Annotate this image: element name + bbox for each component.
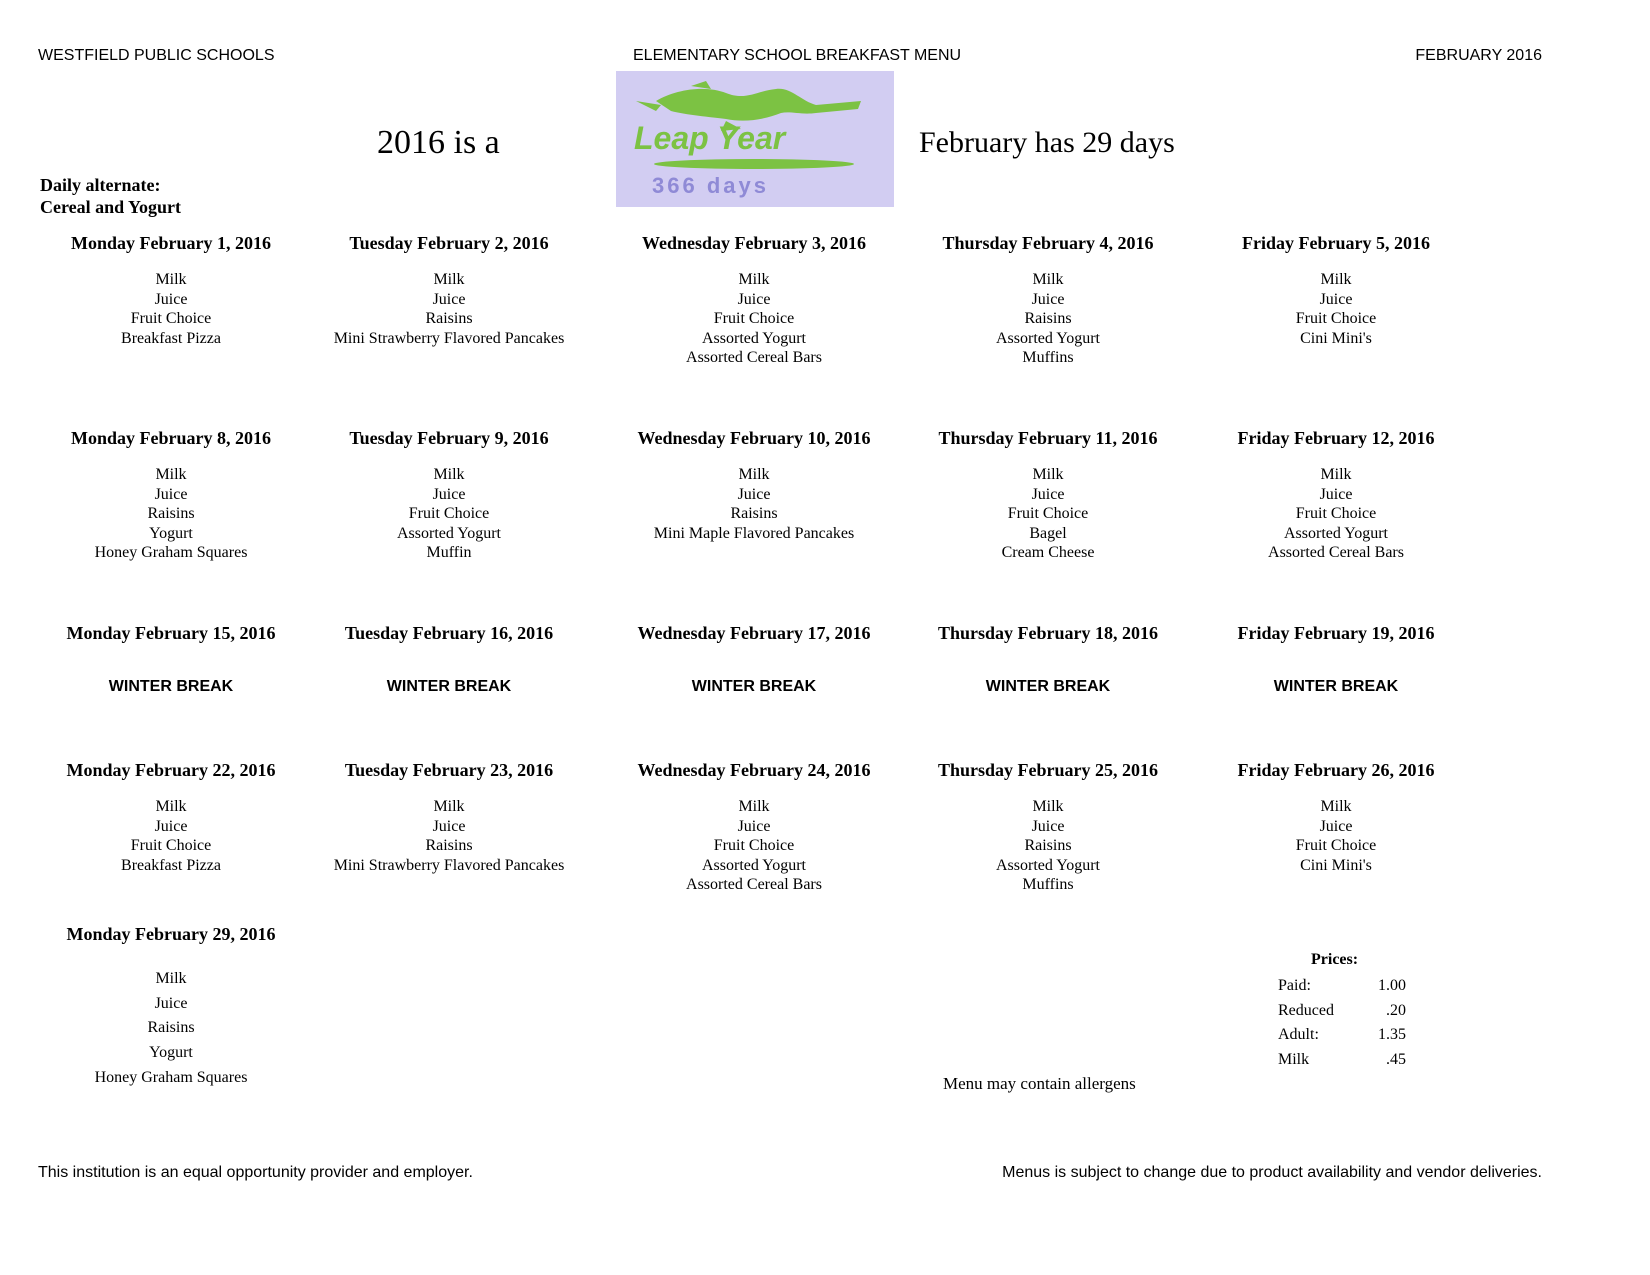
menu-item: Juice: [737, 485, 771, 503]
menu-item: Fruit Choice: [1007, 505, 1089, 522]
price-label: Paid:: [1278, 977, 1311, 994]
menu-item: Fruit Choice: [408, 505, 490, 522]
menu-item: Muffins: [1022, 349, 1074, 366]
district-name: WESTFIELD PUBLIC SCHOOLS: [38, 47, 275, 64]
menu-item: Juice: [432, 485, 466, 503]
menu-item: Assorted Yogurt: [396, 524, 501, 542]
menu-item: Milk: [738, 466, 770, 483]
price-value: .20: [1386, 1001, 1406, 1019]
menu-item: Mini Strawberry Flavored Pancakes: [333, 856, 565, 874]
day-title: Tuesday February 9, 2016: [349, 428, 549, 448]
menu-item: Assorted Yogurt: [701, 856, 806, 874]
alternate-label: Daily alternate:: [40, 175, 161, 195]
day-cell: [1186, 759, 1486, 875]
menu-item: Honey Graham Squares: [94, 1068, 248, 1086]
menu-item: Fruit Choice: [130, 310, 212, 327]
menu-item: Juice: [737, 290, 771, 308]
alternate-value: Cereal and Yogurt: [40, 197, 181, 217]
day-title: Friday February 26, 2016: [1237, 760, 1435, 780]
menu-item: Cini Mini's: [1300, 856, 1372, 874]
menu-item: Juice: [1319, 485, 1353, 503]
day-title: Friday February 19, 2016: [1237, 623, 1435, 643]
day-title: Wednesday February 24, 2016: [637, 760, 871, 780]
day-title: Tuesday February 23, 2016: [344, 760, 554, 780]
day-title: Monday February 29, 2016: [66, 924, 276, 944]
day-title: Thursday February 4, 2016: [942, 233, 1154, 253]
menu-item: Juice: [1319, 817, 1353, 835]
day-title: Wednesday February 17, 2016: [637, 623, 871, 643]
menu-item: Milk: [155, 466, 187, 483]
day-cell: [604, 232, 904, 368]
footer-menu-change: Menus is subject to change due to product availability and vendor deliveries.: [1002, 1164, 1542, 1181]
winter-break-note: WINTER BREAK: [386, 678, 512, 695]
prices-table: [1270, 951, 1406, 1076]
menu-item: Raisins: [147, 505, 195, 522]
menu-item: Milk: [433, 798, 465, 815]
day-cell: [1186, 622, 1486, 696]
prices-title: Prices:: [1311, 951, 1359, 968]
menu-item: Milk: [1032, 798, 1064, 815]
menu-item: Fruit Choice: [1295, 310, 1377, 327]
menu-item: Raisins: [425, 310, 473, 327]
day-title: Friday February 12, 2016: [1237, 428, 1435, 448]
day-title: Thursday February 18, 2016: [937, 623, 1159, 643]
day-title: Wednesday February 3, 2016: [641, 233, 866, 253]
menu-item: Juice: [1319, 290, 1353, 308]
leap-year-logo: [616, 71, 894, 207]
menu-item: Juice: [1031, 485, 1065, 503]
menu-item: Mini Strawberry Flavored Pancakes: [333, 329, 565, 347]
menu-item: Breakfast Pizza: [121, 329, 221, 347]
menu-item: Milk: [1032, 466, 1064, 483]
daily-alternate: [40, 174, 181, 218]
price-row: [1270, 1026, 1406, 1051]
menu-item: Juice: [154, 485, 188, 503]
day-cell: [604, 622, 904, 696]
price-row: [1270, 1002, 1406, 1027]
menu-item: Cream Cheese: [1001, 544, 1095, 561]
day-cell: [604, 759, 904, 895]
day-title: Thursday February 11, 2016: [938, 428, 1158, 448]
menu-item: Juice: [1031, 817, 1065, 835]
menu-item: Milk: [738, 798, 770, 815]
menu-item: Breakfast Pizza: [121, 856, 221, 874]
menu-item: Milk: [155, 970, 187, 987]
menu-item: Juice: [432, 290, 466, 308]
menu-month: FEBRUARY 2016: [1415, 47, 1542, 64]
menu-item: Milk: [433, 271, 465, 288]
day-cell: [299, 759, 599, 875]
day-cell: [21, 923, 321, 1091]
menu-item: Fruit Choice: [1295, 837, 1377, 854]
menu-item: Yogurt: [149, 1044, 193, 1062]
menu-item: Assorted Yogurt: [1283, 524, 1388, 542]
day-title: Monday February 15, 2016: [66, 623, 276, 643]
menu-item: Fruit Choice: [713, 310, 795, 327]
winter-break-note: WINTER BREAK: [691, 678, 817, 695]
banner-left-text: 2016 is a: [377, 124, 500, 161]
price-value: 1.00: [1378, 977, 1406, 994]
menu-item: Milk: [1032, 271, 1064, 288]
footer-equal-opportunity: This institution is an equal opportunity provider and employer.: [38, 1164, 473, 1181]
price-label: Reduced: [1278, 1001, 1334, 1019]
menu-item: Juice: [154, 994, 188, 1012]
day-title: Monday February 8, 2016: [71, 428, 271, 448]
menu-item: Yogurt: [149, 524, 193, 542]
winter-break-note: WINTER BREAK: [985, 678, 1111, 695]
menu-item: Raisins: [147, 1019, 195, 1037]
menu-item: Raisins: [1024, 310, 1072, 327]
day-cell: [21, 232, 321, 348]
menu-item: Fruit Choice: [713, 837, 795, 854]
day-cell: [898, 427, 1198, 563]
frog-icon: [616, 71, 894, 207]
menu-item: Muffin: [426, 544, 472, 561]
day-title: Monday February 1, 2016: [71, 233, 271, 253]
menu-title: ELEMENTARY SCHOOL BREAKFAST MENU: [633, 47, 962, 64]
menu-item: Milk: [155, 271, 187, 288]
day-cell: [1186, 427, 1486, 563]
day-title: Thursday February 25, 2016: [937, 760, 1159, 780]
menu-item: Juice: [737, 817, 771, 835]
menu-item: Milk: [738, 271, 770, 288]
winter-break-note: WINTER BREAK: [108, 678, 234, 695]
menu-item: Fruit Choice: [130, 837, 212, 854]
menu-item: Assorted Yogurt: [701, 329, 806, 347]
price-row: [1270, 1051, 1406, 1076]
menu-item: Assorted Cereal Bars: [1268, 544, 1404, 561]
day-cell: [299, 427, 599, 563]
menu-item: Assorted Cereal Bars: [686, 876, 822, 893]
day-cell: [299, 232, 599, 348]
day-title: Tuesday February 2, 2016: [349, 233, 549, 253]
menu-item: Juice: [1031, 290, 1065, 308]
day-cell: [21, 759, 321, 875]
price-value: .45: [1386, 1051, 1406, 1069]
logo-text: Leap Year: [634, 120, 786, 156]
menu-item: Milk: [1320, 271, 1352, 288]
day-cell: [898, 232, 1198, 368]
day-cell: [898, 759, 1198, 895]
winter-break-note: WINTER BREAK: [1273, 678, 1399, 695]
menu-item: Raisins: [730, 505, 778, 522]
menu-item: Cini Mini's: [1300, 329, 1372, 347]
menu-item: Milk: [1320, 798, 1352, 815]
menu-item: Assorted Yogurt: [995, 329, 1100, 347]
price-row: [1270, 977, 1406, 1002]
menu-item: Mini Maple Flavored Pancakes: [653, 524, 855, 542]
day-title: Tuesday February 16, 2016: [344, 623, 554, 643]
day-cell: [604, 427, 904, 543]
menu-item: Juice: [154, 290, 188, 308]
day-cell: [21, 427, 321, 563]
menu-item: Juice: [432, 817, 466, 835]
menu-item: Raisins: [1024, 837, 1072, 854]
menu-item: Assorted Yogurt: [995, 856, 1100, 874]
svg-text:366 days: 366 days: [652, 173, 769, 198]
banner-right-text: February has 29 days: [919, 126, 1175, 159]
menu-item: Juice: [154, 817, 188, 835]
menu-item: Milk: [433, 466, 465, 483]
price-label: Adult:: [1278, 1026, 1319, 1044]
day-title: Monday February 22, 2016: [66, 760, 276, 780]
price-label: Milk: [1278, 1051, 1310, 1069]
day-cell: [21, 622, 321, 696]
menu-item: Bagel: [1029, 524, 1067, 542]
menu-item: Muffins: [1022, 876, 1074, 893]
menu-item: Fruit Choice: [1295, 505, 1377, 522]
allergen-note: Menu may contain allergens: [943, 1074, 1136, 1093]
day-cell: [898, 622, 1198, 696]
day-cell: [299, 622, 599, 696]
menu-item: Honey Graham Squares: [94, 544, 248, 561]
menu-item: Raisins: [425, 837, 473, 854]
menu-item: Milk: [155, 798, 187, 815]
day-cell: [1186, 232, 1486, 348]
day-title: Wednesday February 10, 2016: [637, 428, 871, 448]
menu-item: Assorted Cereal Bars: [686, 349, 822, 366]
day-title: Friday February 5, 2016: [1242, 233, 1430, 253]
price-value: 1.35: [1378, 1026, 1406, 1044]
menu-item: Milk: [1320, 466, 1352, 483]
